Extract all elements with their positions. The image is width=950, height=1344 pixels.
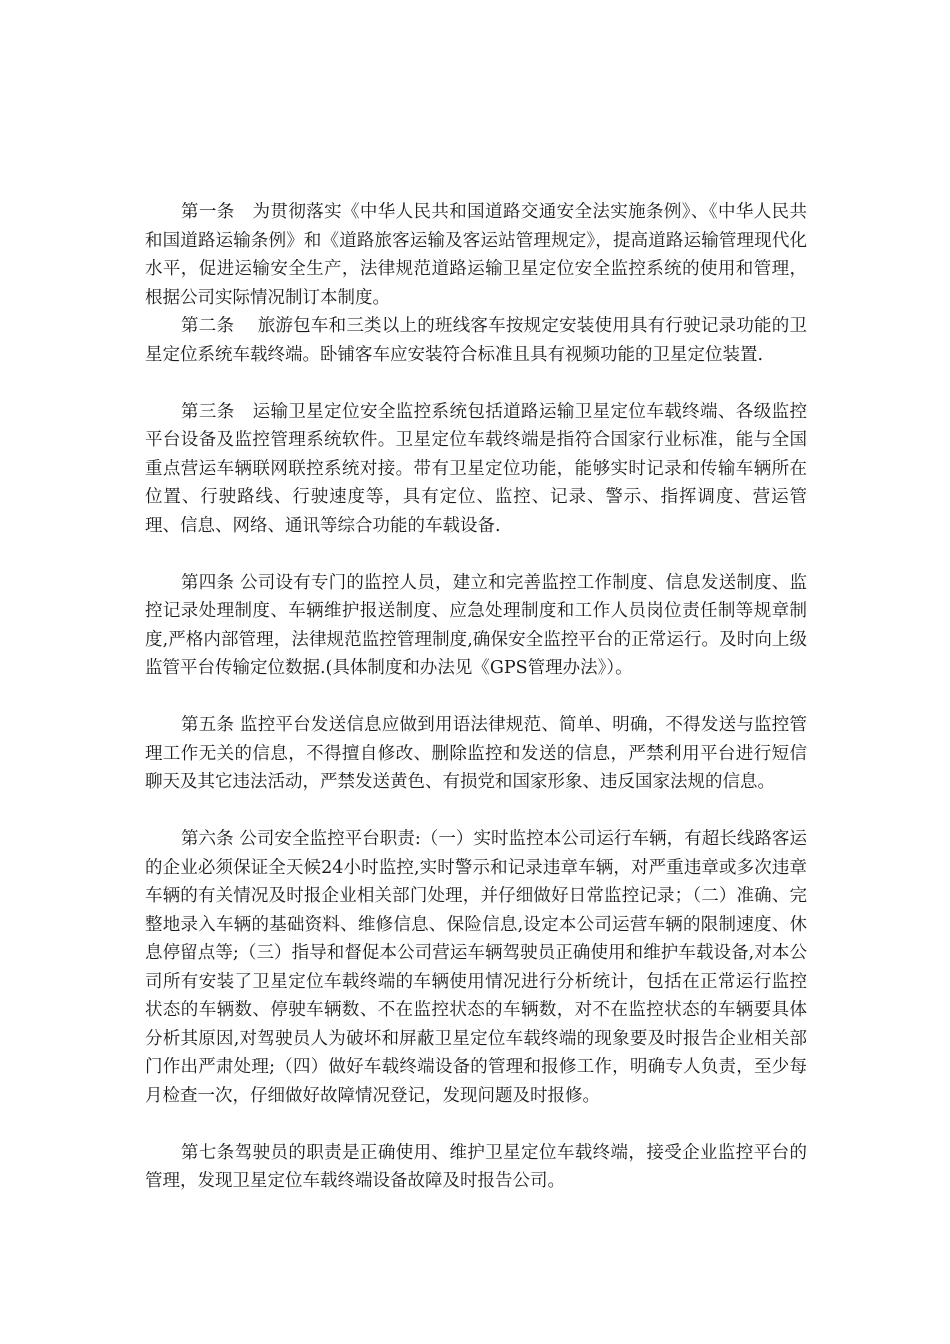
article-6: 第六条 公司安全监控平台职责:（一）实时监控本公司运行车辆，有超长线路客运的企业必须保证全天候24小时监控,实时警示和记录违章车辆，对严重违章或多次违章车辆的有关情况及时报企业相关部门处理，并仔细做好日常监控记录；（二）准确、完整地录入车辆的基础资料、维修信息、保险信息,设定本公司运营车辆的限制速度、休息停留点等;（三）指导和督促本公司营运车辆驾驶员正确使用和维护车载设备,对本公司所有安装了卫星定位车载终端的车辆使用情况进行分析统计，包括在正常运行监控状态的车辆数、停驶车辆数、不在监控状态的车辆数，对不在监控状态的车辆要具体分析其原因,对驾驶员人为破坏和屏蔽卫星定位车载终端的现象要及时报告企业相关部门作出严肃处理;（四）做好车载终端设备的管理和报修工作，明确专人负责，至少每月检查一次，仔细做好故障情况登记，发现问题及时报修。	[145, 829, 807, 1106]
paragraph-spacer	[145, 797, 807, 826]
article-7: 第七条驾驶员的职责是正确使用、维护卫星定位车载终端，接受企业监控平台的管理，发现卫星定位车载终端设备故障及时报告公司。	[145, 1142, 807, 1191]
paragraph-spacer	[145, 1110, 807, 1139]
article-5: 第五条 监控平台发送信息应做到用语法律规范、简单、明确，不得发送与监控管理工作无关的信息，不得擅自修改、删除监控和发送的信息，严禁利用平台进行短信聊天及其它违法活动，严禁发送黄色、有损党和国家形象、违反国家法规的信息。	[145, 715, 807, 792]
article-3: 第三条 运输卫星定位安全监控系统包括道路运输卫星定位车载终端、各级监控平台设备及监控管理系统软件。卫星定位车载终端是指符合国家行业标准，能与全国重点营运车辆联网联控系统对接。带有卫星定位功能，能够实时记录和传输车辆所在位置、行驶路线、行驶速度等，具有定位、监控、记录、警示、指挥调度、营运管理、信息、网络、通讯等综合功能的车载设备.	[145, 401, 807, 536]
article-4: 第四条 公司设有专门的监控人员，建立和完善监控工作制度、信息发送制度、监控记录处理制度、车辆维护报送制度、应急处理制度和工作人员岗位责任制等规章制度,严格内部管理，法律规范监控管理制度,确保安全监控平台的正常运行。及时向上级监管平台传输定位数据.(具体制度和办法见《GPS管理办法》）。	[145, 572, 807, 678]
document-body	[145, 198, 807, 1196]
paragraph-spacer	[145, 540, 807, 569]
paragraph-spacer	[145, 369, 807, 398]
paragraph-spacer	[145, 683, 807, 712]
article-1: 第一条 为贯彻落实《中华人民共和国道路交通安全法实施条例》、《中华人民共和国道路运输条例》和《道路旅客运输及客运站管理规定》，提高道路运输管理现代化水平，促进运输安全生产，法律规范道路运输卫星定位安全监控系统的使用和管理，根据公司实际情况制订本制度。	[145, 202, 807, 308]
article-2: 第二条 旅游包车和三类以上的班线客车按规定安装使用具有行驶记录功能的卫星定位系统车载终端。卧铺客车应安装符合标准且具有视频功能的卫星定位装置.	[145, 316, 807, 365]
